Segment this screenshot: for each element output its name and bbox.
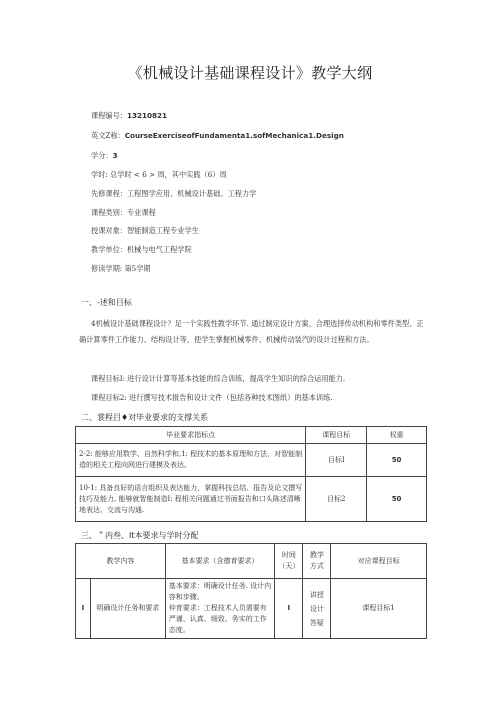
requirement-cell: 基本要求：明确设计任务. 设计内容和步骤。 仲育要求：工程技术人员需要有严谨、认真、细致、务实的工作态度。 [165,579,275,639]
course-goal-2: 课程目标2: 进行撰写技术报告和设计文件（包括各种技术图纸）的基本训练. [91,393,333,402]
content-table-header [76,544,427,579]
requirement-cell: 2-2: 能够应用数学、自然科学和,1: 程技术的基本原理和方法，对智能制造的相关工程向网进行建模及表达。 [76,444,306,477]
weight-cell: 50 [367,444,427,477]
section-3-heading: 三、＂内叁、It本要求与学时分配 [81,531,199,540]
header-requirement: 毕业要求指标点 [76,427,306,444]
header-requirement: 基本要求（含德育要求） [165,544,275,579]
hours: 学时: 总学时 < 6 > 周，其中实践（6）周 [91,170,227,179]
course-goal-1: 课程目标I: 进行设计计算等基本技能的综合训练，提高学生知识的综合运用能力. [91,374,346,383]
header-goal: 课程目标 [306,427,367,444]
target-cell: 课程目标1 [331,579,427,639]
content-table [75,543,427,639]
credits: 学分：3 [91,151,118,160]
section-1-heading: 一、-述和目标 [81,298,132,307]
weight-cell: 50 [367,477,427,522]
page-title: 《机械设计基础课程设计》教学大纲 [127,64,373,82]
method-cell: 讲授设计答疑 [303,579,331,639]
goal-cell: 目标I [306,444,367,477]
teaching-unit: 教学单位：机械与电气工程学院 [91,245,192,254]
semester: 修读学期: 第5学期 [91,264,151,273]
support-table [75,426,427,522]
header-weight: 权重 [367,427,427,444]
row-index: I [76,579,91,639]
english-name: 英文Z称：CourseExerciseofFundamenta1.sofMechanica1.Design [91,131,344,140]
prerequisites: 先修课程：工程图学应用、机械设计基础、工程力学 [91,189,257,198]
header-days: 时间（天） [275,544,303,579]
header-content: 教学内容 [76,544,166,579]
table-row [76,444,427,477]
course-category: 课程类别：专业课程 [91,208,156,217]
section-2-heading: 二、裳程目♦对毕业要求的支撑关系 [81,413,209,422]
audience: 授课对象：智能制造工程专业学生 [91,226,199,235]
content-cell: 明确设计任务和要求 [90,579,165,639]
goal-cell: 目标2 [306,477,367,522]
days-cell: I [275,579,303,639]
course-code: 课程编号：13210821 [91,111,167,120]
requirement-cell: 10-1: 具备良好的语言组织及表达能力，掌握科技总结、报告及论文撰写技巧及能力, 能够就智能制造I: 程相关问题通过书面报告和口头陈述清晰地表达、交流与沟通. [76,477,306,522]
table-row [76,579,427,639]
header-target: 对应课程目标 [331,544,427,579]
section-1-paragraph: 4机械设计基础课程设计？足一个实践性教学环节. 通过制定设计方案、合理选择传动机构和零件类型、正确计算零件工作能力、结构设计等，使学生掌握机械零件、机械传动装汽的设计过程和方法。 [79,319,424,344]
header-method: 教学方式 [303,544,331,579]
table-row [76,477,427,522]
support-table-header [76,427,427,444]
